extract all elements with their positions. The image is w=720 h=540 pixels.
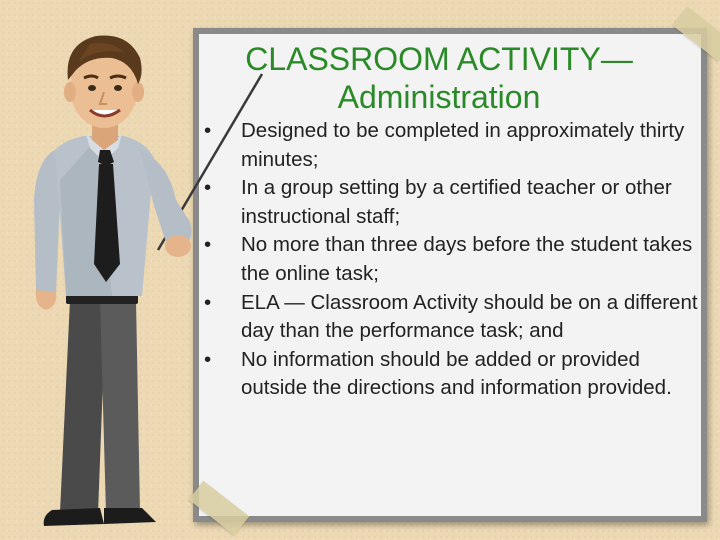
bullet-marker: • [204, 290, 212, 314]
bullet-text: Designed to be completed in approximately thirty minutes; [241, 119, 685, 171]
bullet-text: No information should be added or provided outside the directions and information provided. [241, 347, 672, 400]
bullet-text: ELA — Classroom Activity should be on a different day than the performance task; and [241, 290, 698, 343]
bullet-marker: • [204, 176, 212, 200]
bullet-text: No more than three days before the student takes the online task; [241, 233, 693, 285]
bullet-marker: • [204, 347, 212, 371]
slide-title: CLASSROOM ACTIVITY— Administration [245, 41, 633, 115]
bullet-marker: • [204, 119, 212, 142]
bullet-marker: • [204, 233, 212, 257]
bullet-text: In a group setting by a certified teacher or other instructional staff; [241, 176, 672, 228]
